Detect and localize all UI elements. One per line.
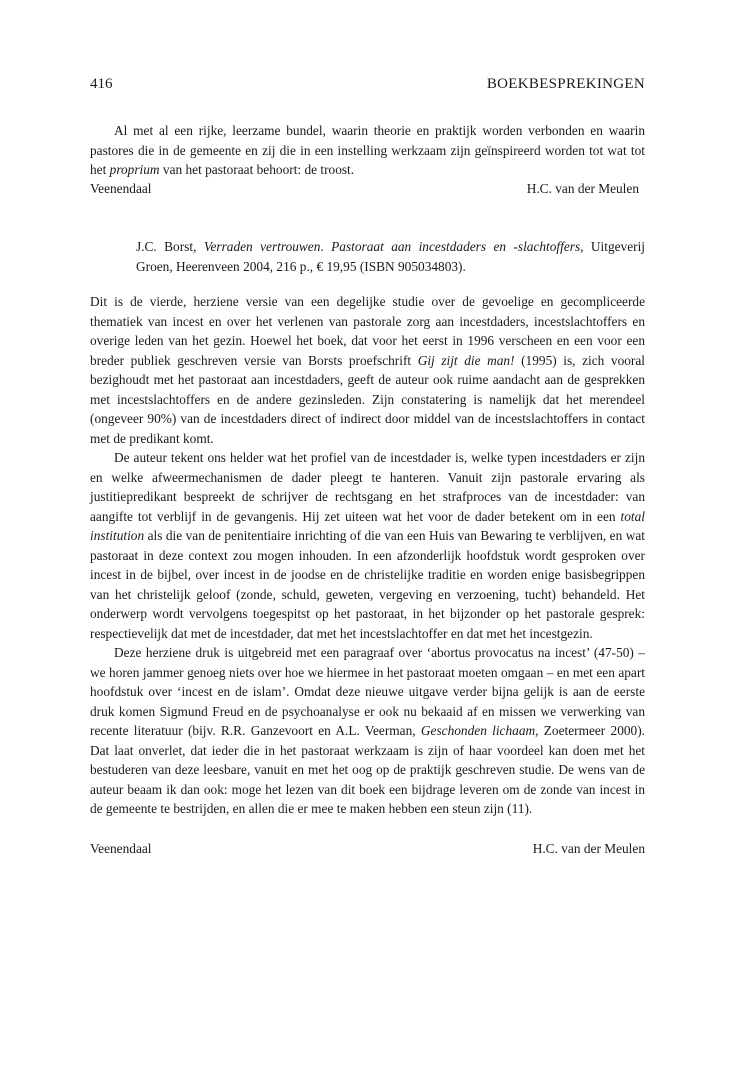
citation-author: J.C. Borst, — [136, 239, 204, 254]
citation-details: , Uitgeverij Groen, Heerenveen 2004, 216 p., € 19,95 (ISBN 905034803). — [136, 239, 645, 274]
italic-term: proprium — [109, 162, 160, 177]
italic-term: total institution — [90, 508, 645, 543]
signature-place: Veenendaal — [90, 181, 152, 196]
italic-term: Geschonden lichaam — [420, 723, 536, 738]
review-1-signature — [90, 179, 639, 199]
signature-place: Veenendaal — [90, 841, 152, 856]
running-header — [90, 76, 645, 100]
review-2-signature — [90, 839, 645, 859]
review-2-paragraph-1: Dit is de vierde, herziene versie van een degelijke studie over de gevoelige en gecompliceerde thematiek van incest en over het verlenen van pastorale zorg aan incestdaders, incestslachtoffers en overige leden van het gezin. Hoewel het boek, dat voor het eerst in 1996 verscheen en een voor een breder publiek geschreven versie van Borsts proefschrift Gij zijt die man! (1995) is, zich vooral bezighoudt met het pastoraat aan incestdaders, geeft de auteur ook ruime aandacht aan de gesprekken met incestslachtoffers en de andere gezinsleden. Zijn constatering is namelijk dat het merendeel (ongeveer 90%) van de incestdaders direct of indirect door middel van de incestslachtoffers in contact met de predikant komt. — [90, 294, 645, 446]
section-title: BOEKBESPREKINGEN — [486, 76, 645, 92]
review-2-citation: J.C. Borst, Verraden vertrouwen. Pastoraat aan incestdaders en -slachtoffers, Uitgeverij Groen, Heerenveen 2004, 216 p., € 19,95 (ISBN 905034803). — [136, 239, 645, 274]
signature-name: H.C. van der Meulen — [526, 181, 639, 196]
citation-title: Verraden vertrouwen — [203, 239, 321, 254]
review-2-paragraph-2: De auteur tekent ons helder wat het profiel van de incestdader is, welke typen incestdaders er zijn en welke afweermechanismen de dader pleegt te hanteren. Vanuit zijn pastorale ervaring als justitiepredikant bespreekt de schrijver de rechtsgang en het strafproces van de incestdader: van aangifte tot verblijf in de gevangenis. Hij zet uiteen wat het voor de dader betekent om in een total institution als die van de penitentiaire inrichting of die van een Huis van Bewaring te verblijven, en wat pastoraat in deze context zou mogen inhouden. In een afzonderlijk hoofdstuk wordt gesproken over incest in de bijbel, over incest in de joodse en de christelijke traditie en worden enige basisbegrippen van het christelijk geloof (zonde, schuld, geweten, vergeving en verzoening, tucht) behandeld. Het onderwerp wordt vervolgens toegespitst op het pastoraat, in het bijzonder op het pastorale gesprek: respectievelijk dat met de incestdader, dat met het incestslachtoffer en dat met het incestgezin. — [90, 450, 645, 641]
italic-term: Gij zijt die man! — [417, 352, 515, 368]
citation-subtitle: Pastoraat aan incestdaders en -slachtoffers — [331, 239, 581, 254]
page-number: 416 — [90, 76, 113, 92]
review-1-closing — [90, 121, 645, 180]
signature-name: H.C. van der Meulen — [532, 841, 645, 856]
review-2-paragraph-3: Deze herziene druk is uitgebreid met een paragraaf over ‘abortus provocatus na incest’ (47-50) – we horen jammer genoeg niets over hoe we hiermee in het pastoraat moeten omgaan – en met een apart hoofdstuk over ‘incest en de islam’. Omdat deze nieuwe uitgave verder bijna gelijk is aan de eerste druk komen Sigmund Freud en de psychoanalyse er ook nu bekaaid af en missen we verwerking van recente literatuur (bijv. R.R. Ganzevoort en A.L. Veerman, Geschonden lichaam, Zoetermeer 2000). Dat laat onverlet, dat ieder die in het pastoraat werkzaam is zijn of haar voordeel kan doen met het bestuderen van deze leesbare, vanuit en met het oog op de praktijk geschreven studie. De wens van de auteur beaam ik dan ook: moge het lezen van dit boek een bijdrage leveren om de zonde van incest in de gemeente te bestrijden, en allen die er mee te maken hebben een steun zijn (11). — [90, 645, 645, 816]
review-1-paragraph: Al met al een rijke, leerzame bundel, waarin theorie en praktijk worden verbonden en waarin pastores die in de gemeente en zij die in een instelling werkzaam zijn geïnspireerd worden tot wat tot het proprium van het pastoraat behoort: de troost. — [90, 123, 645, 177]
review-2-body — [90, 292, 645, 819]
